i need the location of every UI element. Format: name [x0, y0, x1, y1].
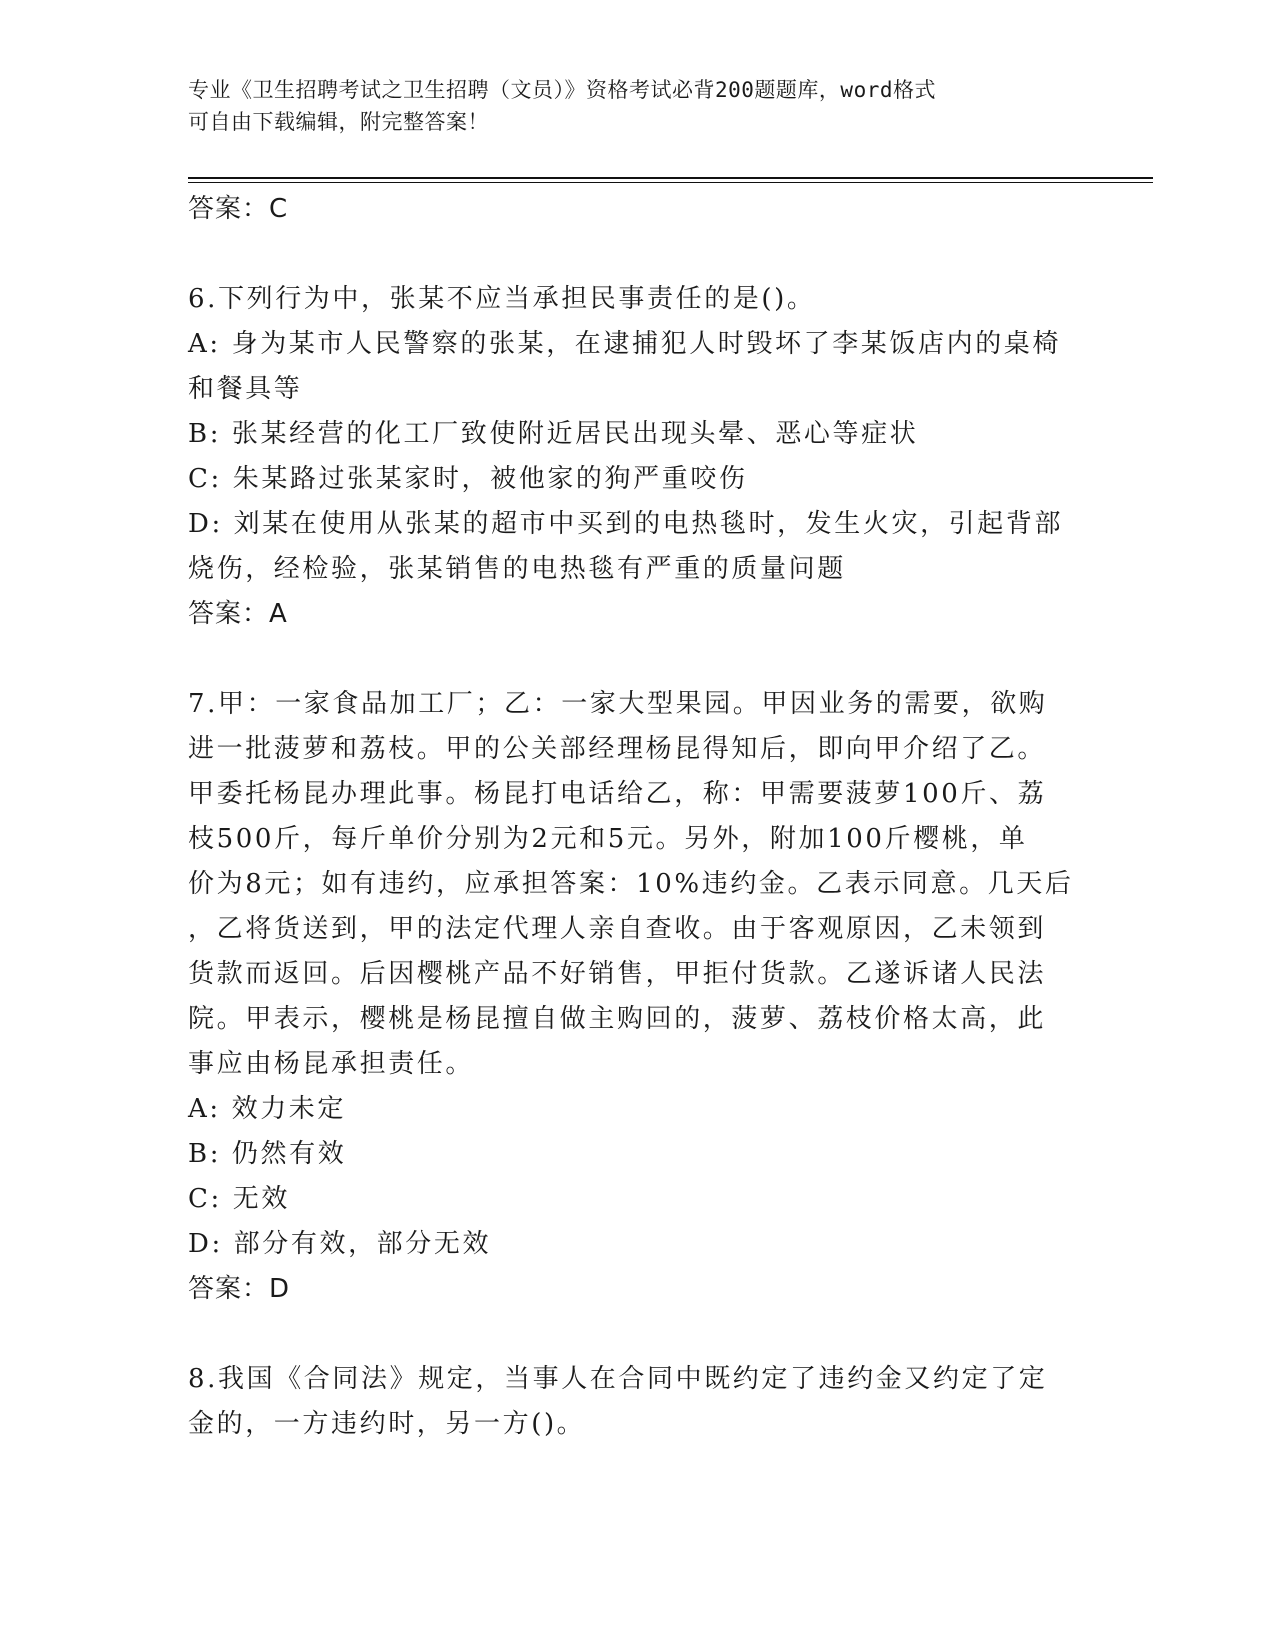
question-6-option-a-line-1: A: 身为某市人民警察的张某，在逮捕犯人时毁坏了李某饭店内的桌椅: [188, 329, 1062, 359]
question-6-answer: 答案：A: [188, 599, 288, 629]
document-body: [188, 187, 1088, 1447]
question-8: [188, 1357, 1088, 1447]
question-7-option-b: B: 仍然有效: [188, 1139, 347, 1169]
question-6-option-c: C: 朱某路过张某家时，被他家的狗严重咬伤: [188, 464, 748, 494]
question-6-option-b: B: 张某经营的化工厂致使附近居民出现头晕、恶心等症状: [188, 419, 919, 449]
header-divider-thick: [188, 177, 1153, 179]
question-7: [188, 682, 1088, 1312]
question-7-stem-line: 价为8元；如有违约，应承担答案：10%违约金。乙表示同意。几天后: [188, 869, 1074, 899]
question-6-option-d-line-1: D: 刘某在使用从张某的超市中买到的电热毯时，发生火灾，引起背部: [188, 509, 1064, 539]
question-6-option-d-line-2: 烧伤，经检验，张某销售的电热毯有严重的质量问题: [188, 554, 846, 584]
question-7-stem-line: 枝500斤，每斤单价分别为2元和5元。另外，附加100斤樱桃，单: [188, 824, 1028, 854]
question-8-stem-line-1: 8.我国《合同法》规定，当事人在合同中既约定了违约金又约定了定: [188, 1364, 1048, 1394]
header-title-line-1: 专业《卫生招聘考试之卫生招聘（文员）》资格考试必背200题题库，word格式: [188, 78, 936, 102]
question-7-option-a: A: 效力未定: [188, 1094, 347, 1124]
spacer: [188, 637, 1088, 682]
question-6-stem: 6.下列行为中，张某不应当承担民事责任的是()。: [188, 284, 816, 314]
header-title-line-2: 可自由下载编辑，附完整答案！: [188, 110, 489, 134]
question-6: [188, 277, 1088, 637]
question-8-stem-line-2: 金的，一方违约时，另一方()。: [188, 1409, 586, 1439]
question-7-option-c: C: 无效: [188, 1184, 290, 1214]
question-7-stem-line: 货款而返回。后因樱桃产品不好销售，甲拒付货款。乙遂诉诸人民法: [188, 959, 1047, 989]
document-header: [188, 74, 1088, 138]
question-7-answer: 答案：D: [188, 1274, 291, 1304]
question-6-option-a-line-2: 和餐具等: [188, 374, 303, 404]
spacer: [188, 1312, 1088, 1357]
spacer: [188, 232, 1088, 277]
question-5-answer: 答案：C: [188, 194, 289, 224]
question-7-stem-line: 院。甲表示，樱桃是杨昆擅自做主购回的，菠萝、荔枝价格太高，此: [188, 1004, 1047, 1034]
question-7-stem-line: ，乙将货送到，甲的法定代理人亲自查收。由于客观原因，乙未领到: [188, 914, 1047, 944]
question-7-stem-line: 进一批菠萝和荔枝。甲的公关部经理杨昆得知后，即向甲介绍了乙。: [188, 734, 1047, 764]
question-7-stem-line: 事应由杨昆承担责任。: [188, 1049, 475, 1079]
question-7-stem-line: 7.甲：一家食品加工厂；乙：一家大型果园。甲因业务的需要，欲购: [188, 689, 1048, 719]
question-7-option-d: D: 部分有效，部分无效: [188, 1229, 492, 1259]
question-7-stem-line: 甲委托杨昆办理此事。杨昆打电话给乙，称：甲需要菠萝100斤、荔: [188, 779, 1047, 809]
header-divider-thin: [188, 182, 1153, 183]
